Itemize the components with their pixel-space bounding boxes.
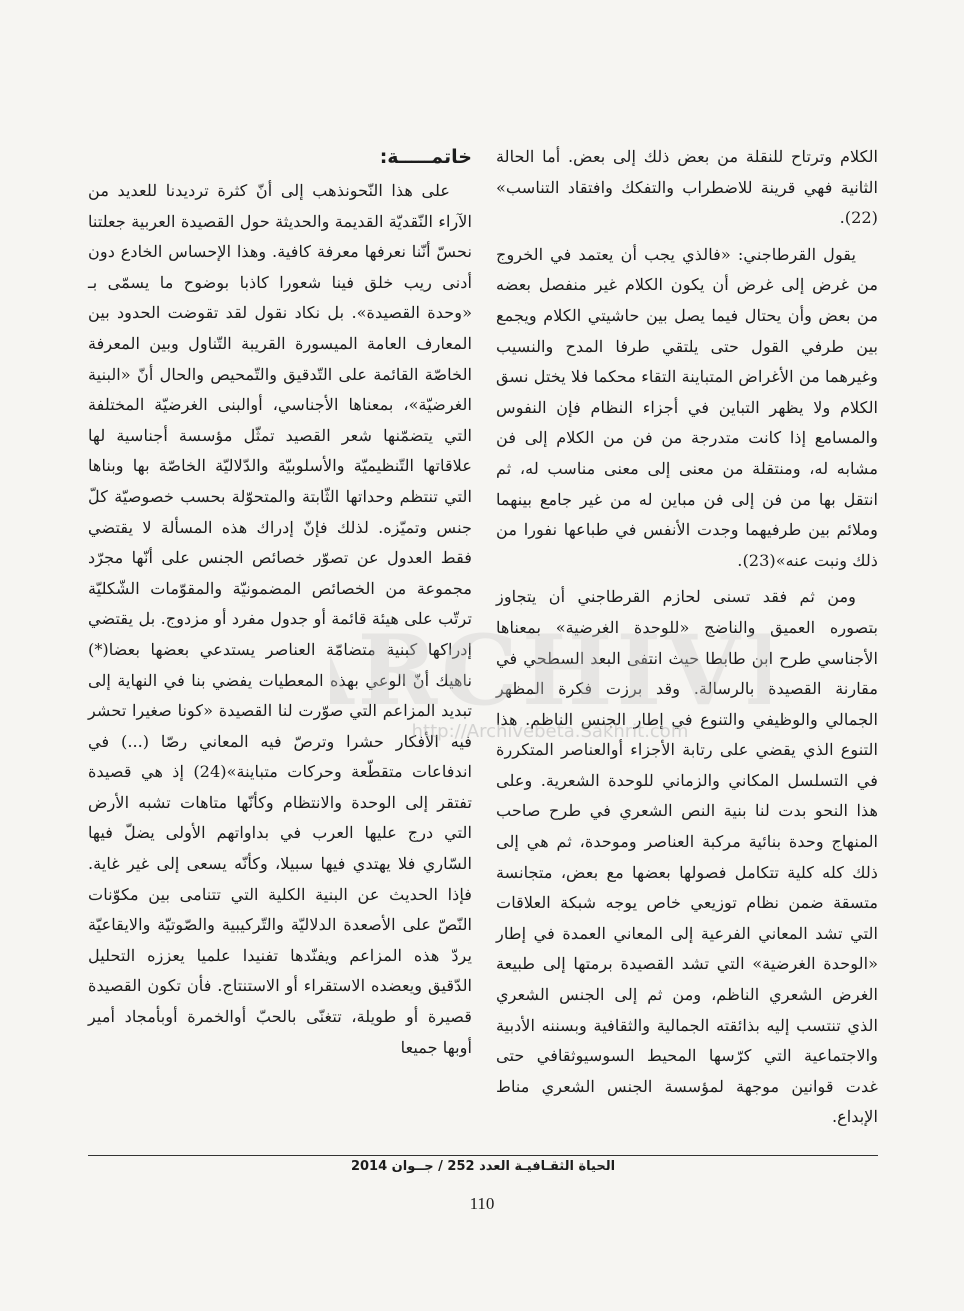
svg-text:http://Archivebeta.Sakhrit.com: http://Archivebeta.Sakhrit.com xyxy=(411,721,689,742)
left-paragraph-1: على هذا النّحونذهب إلى أنّ كثرة ترديدنا للعديد من الآراء النّقديّة القديمة والحديثة حول القصيدة العربية جعلتنا نحسّ أنّنا نعرفها معرفة كافية. وهذا الإحساس الخادع دون أدنى ريب خلق فينا شعورا كاذبا بوضوح ما يسمّى بـ «وحدة القصيدة». بل نكاد نقول لقد تقوضت الحدود بين المعارف العامة الميسورة القريبة التّناول وبين المعرفة الخاصّة القائمة على التّدقيق والتّمحيص والحال أنّ «البنية الغرضيّة»، بمعناها الأجناسي، أوالبنى الغرضيّة المختلفة التي يتضمّنها شعر القصيد تمثّل مؤسسة أجناسية لها علاقاتها التّنظيميّة والأسلوبيّة والدّلاليّة الخاصّة بها وبناها التي تنتظم وحداتها الثّابتة والمتحوّلة بحسب خصوصيّة كلّ جنس وتميّزه. لذلك فإنّ إدراك هذه المسألة لا يقتضي فقط العدول عن تصوّر خصائص الجنس على أنّها مجرّد مجموعة من الخصائص المضمونيّة والمقوّمات الشّكليّة ترتّب على هيئة قائمة أو جدول مفرد أو مزدوج. بل يقتضي إدراكها كبنية متضامّة العناصر يستدعي بعضها بعضا(*) ناهيك أنّ الوعي بهذه المعطيات يفضي بنا في النهاية إلى تبديد المزاعم التي صوّرت لنا القصيدة «كونا صغيرا تحشر فيه الأفكار حشرا وترصّ فيه المعاني رصّا (...) في اندفاعات متقطّعة وحركات متباينة»(24) إذ هي قصيدة تفتقر إلى الوحدة والانتظام وكأنّها متاهات تشبه الأرض التي درج عليها العرب في بداواتهم الأولى يضلّ فيها السّاري فلا يهتدي فيها سبيلا، وكأنّه يسعى إلى غير غاية. فإذا الحديث عن البنية الكلية التي تتنامى بين مكوّنات النّصّ على الأصعدة الدلاليّة والتّركيبية والصّوتيّة والايقاعيّة يردّ هذه المزاعم ويفنّدها تفنيدا علميا يعززه التحليل الدّقيق ويعضده الاستقراء أو الاستنتاج. فأن تكون القصيدة قصيرة أو طويلة، تتغنّى بالحبّ أوالخمرة أوبأمجاد أمير أوبها جميعا xyxy=(88,181,472,1057)
right-paragraph-3: ومن ثم فقد تسنى لحازم القرطاجني أن يتجاوز بتصوره العميق والناضج «للوحدة الغرضية» بمعناها الأجناسي طرح ابن طابطا حيث انتفى البعد السطحي في مقارنة القصيدة بالرسالة. وقد برزت فكرة المظهر الجمالي والوظيفي والتنوع في إطار الجنس الناظم. هذا التنوع الذي يقضي على رتابة الأجزاء أوالعناصر المتكررة في التسلسل المكاني والزماني للوحدة الشعرية. وعلى هذا النحو بدت لنا بنية النص الشعري في طرح صاحب المنهاج وحدة بنائية مركبة العناصر وموحدة، ثم هي إلى ذلك كله كلية تتكامل فصولها بعضها مع بعض، متجانسة متسقة ضمن نظام توزيعي خاص يوجه شبكة العلاقات التي تشد المعاني الفرعية إلى المعاني العمدة في إطار «الوحدة الغرضية» التي تشد القصيدة برمتها إلى طبيعة الغرض الشعري الناظم، ومن ثم إلى الجنس الشعري الذي تنتسب إليه بذائقته الجمالية والثقافية وبسننه الأدبية والاجتماعية التي كرّسها المحيط السوسيوثقافي حتى غدت قوانين موجهة لمؤسسة الجنس الشعري مناط الإبداع. xyxy=(496,587,878,1127)
section-heading: خاتمـــــة: xyxy=(379,146,472,168)
left-column xyxy=(88,142,472,1069)
page-number: 110 xyxy=(469,1194,495,1213)
svg-text:ARCHIVE: RCHIV xyxy=(357,614,744,727)
running-footer: الحياة الثقـافيـة العدد 252 / جــوان 2014 xyxy=(350,1159,616,1174)
right-column xyxy=(496,142,878,1139)
right-paragraph-2: يقول القرطاجني: «فالذي يجب أن يعتمد في الخروج من غرض إلى غرض أن يكون الكلام غير منفصل بعضه من بعض وأن يحتال فيما يصل بين حاشيتي الكلام ويجمع بين طرفي القول حتى يلتقي طرفا المدح والنسيب وغيرهما من الأغراض المتباينة التقاء محكما فلا يختل نسق الكلام ولا يظهر التباين في أجزاء النظام فإن النفوس والمسامع إذا كانت متدرجة من فن من الكلام إلى فن مشابه له، ومنتقلة من معنى إلى معنى مناسب له، ثم انتقل بها من فن إلى فن مباين له من غير جامع بينهما وملائم بين طرفيهما وجدت الأنفس في طباعها نفورا من ذلك ونبت عنه»(23). xyxy=(496,244,878,570)
right-paragraph-1: الكلام وترتاح للنقلة من بعض ذلك إلى بعض. أما الحالة الثانية فهي قرينة للاضطراب والتفكك وافتقاد التناسب» (22). xyxy=(496,147,878,228)
footer-rule xyxy=(88,1155,878,1156)
